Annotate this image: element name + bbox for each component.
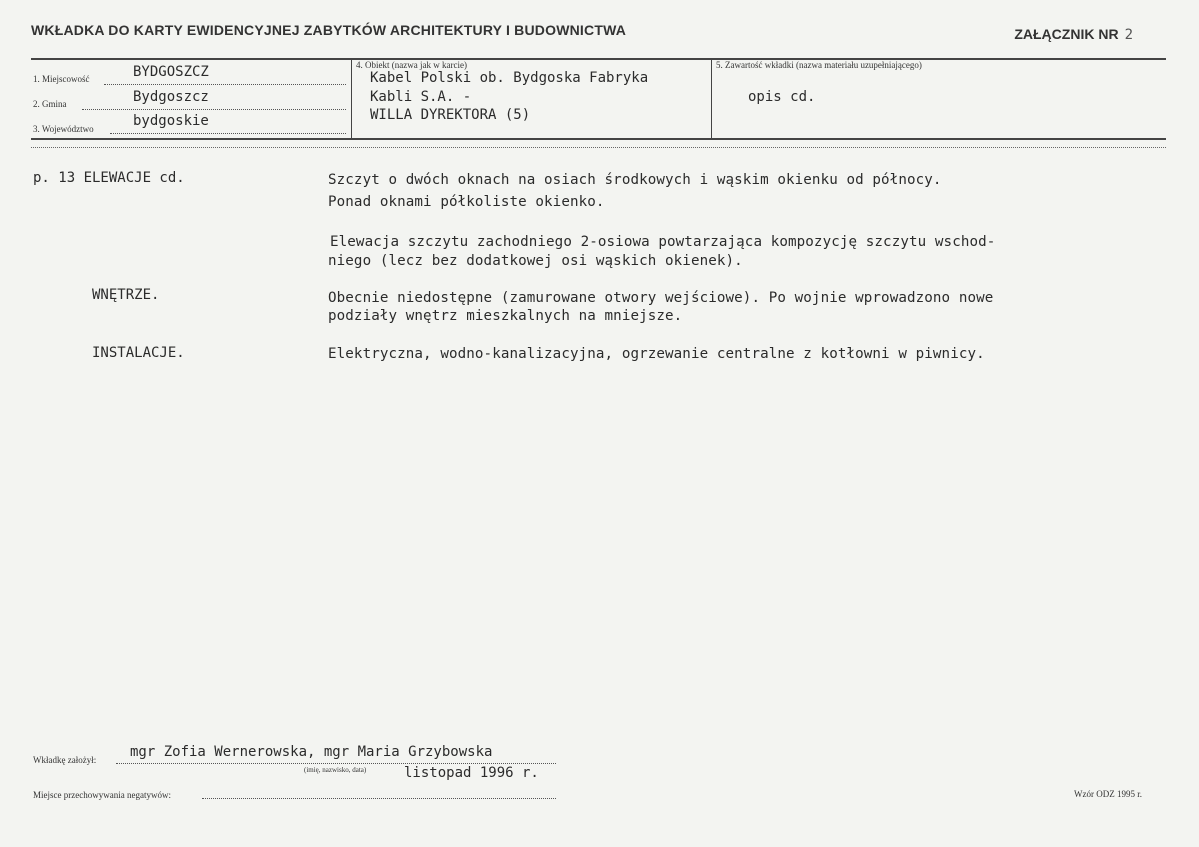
author-date: listopad 1996 r. [404, 765, 539, 781]
section-line: podziały wnętrz mieszkalnych na mniejsze. [328, 308, 683, 324]
content-label: 5. Zawartość wkładki (nazwa materiału uzupełniającego) [716, 60, 922, 70]
annex-value: 2 [1124, 27, 1133, 43]
commune-value: Bydgoszcz [133, 89, 209, 105]
object-label: 4. Obiekt (nazwa jak w karcie) [356, 60, 467, 70]
voivodeship-value: bydgoskie [133, 113, 209, 129]
place-label: 1. Miejscowość [33, 74, 90, 84]
place-dots [104, 84, 346, 85]
storage-dots [202, 798, 556, 799]
annex-number [1014, 26, 1133, 43]
commune-dots [82, 109, 346, 110]
voivodeship-label: 3. Województwo [33, 124, 94, 134]
commune-label: 2. Gmina [33, 99, 67, 109]
object-line-2: Kabli S.A. - [370, 89, 472, 105]
object-line-1: Kabel Polski ob. Bydgoska Fabryka [370, 70, 649, 86]
section-line: Elewacja szczytu zachodniego 2-osiowa powtarzająca kompozycję szczytu wschod- [330, 234, 996, 250]
form-reference: Wzór ODZ 1995 r. [1074, 789, 1142, 799]
author-hint: (imię, nazwisko, data) [304, 766, 367, 774]
author-dots [116, 763, 556, 764]
voivodeship-dots [110, 133, 346, 134]
author-value: mgr Zofia Wernerowska, mgr Maria Grzybowska [130, 744, 493, 760]
author-label: Wkładkę założył: [33, 755, 97, 765]
content-value: opis cd. [748, 89, 816, 105]
section-line: Elektryczna, wodno-kanalizacyjna, ogrzewanie centralne z kotłowni w piwnicy. [328, 346, 985, 362]
annex-label: ZAŁĄCZNIK NR [1014, 26, 1119, 42]
section-line: Ponad oknami półkoliste okienko. [328, 194, 605, 210]
section-line: Obecnie niedostępne (zamurowane otwory wejściowe). Po wojnie wprowadzono nowe [328, 290, 994, 306]
section-heading: p. 13 ELEWACJE cd. [33, 170, 185, 186]
storage-label: Miejsce przechowywania negatywów: [33, 790, 171, 800]
section-line: niego (lecz bez dodatkowej osi wąskich okienek). [328, 253, 743, 269]
place-value: BYDGOSZCZ [133, 64, 209, 80]
header-top-rule [31, 58, 1166, 60]
header-bottom-rule [31, 138, 1166, 140]
column-divider-1 [351, 58, 352, 139]
section-heading: WNĘTRZE. [92, 287, 160, 303]
section-heading: INSTALACJE. [92, 345, 185, 361]
lower-dotted-rule [31, 147, 1166, 148]
column-divider-2 [711, 58, 712, 139]
form-title: WKŁADKA DO KARTY EWIDENCYJNEJ ZABYTKÓW ARCHITEKTURY I BUDOWNICTWA [31, 22, 627, 38]
object-line-3: WILLA DYREKTORA (5) [370, 107, 531, 123]
section-line: Szczyt o dwóch oknach na osiach środkowych i wąskim okienku od północy. [328, 172, 942, 188]
